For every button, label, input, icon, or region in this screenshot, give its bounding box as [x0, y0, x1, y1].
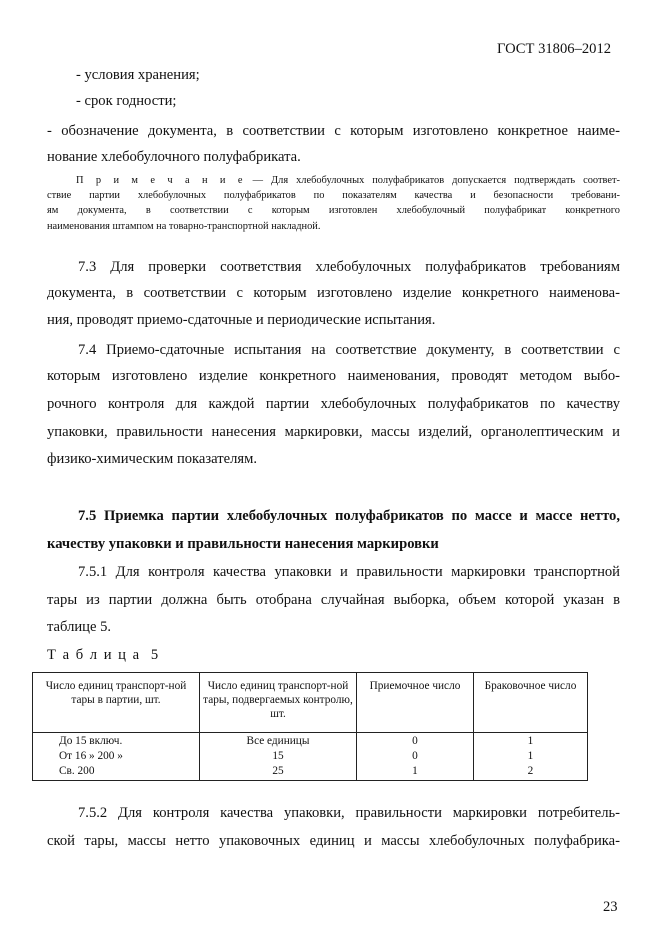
- list-item-shelf-life: - срок годности;: [76, 93, 177, 109]
- table-5: [32, 672, 588, 781]
- table-header-cell: Приемочное число: [357, 673, 474, 733]
- sec-7-5-heading-1: 7.5 Приемка партии хлебобулочных полуфабрикатов по массе и массе нетто,: [78, 508, 620, 524]
- sec-7-3-line-2: документа, в соответствии с которым изготовлено изделие конкретного наименова-: [47, 285, 620, 301]
- document-id: ГОСТ 31806–2012: [497, 41, 612, 57]
- note-line-2: ствие партии хлебобулочных полуфабрикатов по показателям качества и безопасности требовани-: [47, 190, 620, 201]
- table-header-cell: Число единиц транспорт-ной тары в партии, шт.: [33, 673, 200, 733]
- note-line-3: ям документа, в соответствии с которым изготовлен хлебобулочный полуфабрикат конкретного: [47, 205, 620, 216]
- table-cell: 1: [357, 763, 474, 781]
- page-number: 23: [603, 899, 618, 915]
- note-text-1: — Для хлебобулочных полуфабрикатов допускается подтверждать соответ-: [244, 175, 620, 186]
- table-header-cell: Число единиц транспорт-ной тары, подвергаемых контролю, шт.: [200, 673, 357, 733]
- table-header-row: [33, 673, 588, 733]
- table-row: [33, 763, 588, 781]
- sec-7-5-1-line-1: 7.5.1 Для контроля качества упаковки и правильности маркировки транспортной: [78, 564, 620, 580]
- table-cell: Все единицы: [200, 733, 357, 749]
- designation-line-1: - обозначение документа, в соответствии с которым изготовлено конкретное наиме-: [47, 123, 620, 139]
- sec-7-4-line-3: рочного контроля для каждой партии хлебобулочных полуфабрикатов по качеству: [47, 396, 620, 412]
- table-cell: 0: [357, 733, 474, 749]
- list-item-storage-conditions: - условия хранения;: [76, 67, 200, 83]
- note-label: П р и м е ч а н и е: [76, 175, 245, 186]
- sec-7-3-line-1: 7.3 Для проверки соответствия хлебобулочных полуфабрикатов требованиям: [78, 259, 620, 275]
- table-cell: 2: [474, 763, 588, 781]
- sec-7-4-line-5: физико-химическим показателям.: [47, 451, 257, 467]
- table-cell: Св. 200: [33, 763, 200, 781]
- sec-7-5-heading-2: качеству упаковки и правильности нанесения маркировки: [47, 536, 439, 552]
- designation-line-2: нование хлебобулочного полуфабриката.: [47, 149, 301, 165]
- note-line-1: [76, 174, 620, 187]
- sec-7-5-2-line-1: 7.5.2 Для контроля качества упаковки, правильности маркировки потребитель-: [78, 805, 620, 821]
- table-cell: От 16 » 200 »: [33, 748, 200, 763]
- sec-7-5-2-line-2: ской тары, массы нетто упаковочных единиц и массы хлебобулочных полуфабрика-: [47, 833, 620, 849]
- table-cell: 15: [200, 748, 357, 763]
- table-row: [33, 748, 588, 763]
- table-5-caption: Т а б л и ц а 5: [47, 647, 160, 663]
- sec-7-3-line-3: ния, проводят приемо-сдаточные и периодические испытания.: [47, 312, 436, 328]
- table-cell: 0: [357, 748, 474, 763]
- note-line-4: наименования штампом на товарно-транспортной накладной.: [47, 221, 321, 232]
- sec-7-4-line-1: 7.4 Приемо-сдаточные испытания на соответствие документу, в соответствии с: [78, 342, 620, 358]
- table-cell: 25: [200, 763, 357, 781]
- table-header-cell: Браковочное число: [474, 673, 588, 733]
- sec-7-5-1-line-2: тары из партии должна быть отобрана случайная выборка, объем которой указан в: [47, 592, 620, 608]
- sec-7-4-line-4: упаковки, правильности нанесения маркировки, массы изделий, органолептическим и: [47, 424, 620, 440]
- table-row: [33, 733, 588, 749]
- table-cell: 1: [474, 748, 588, 763]
- table-cell: 1: [474, 733, 588, 749]
- sec-7-4-line-2: которым изготовлено изделие конкретного наименования, проводят методом выбо-: [47, 368, 620, 384]
- table-cell: До 15 включ.: [33, 733, 200, 749]
- sec-7-5-1-line-3: таблице 5.: [47, 619, 112, 635]
